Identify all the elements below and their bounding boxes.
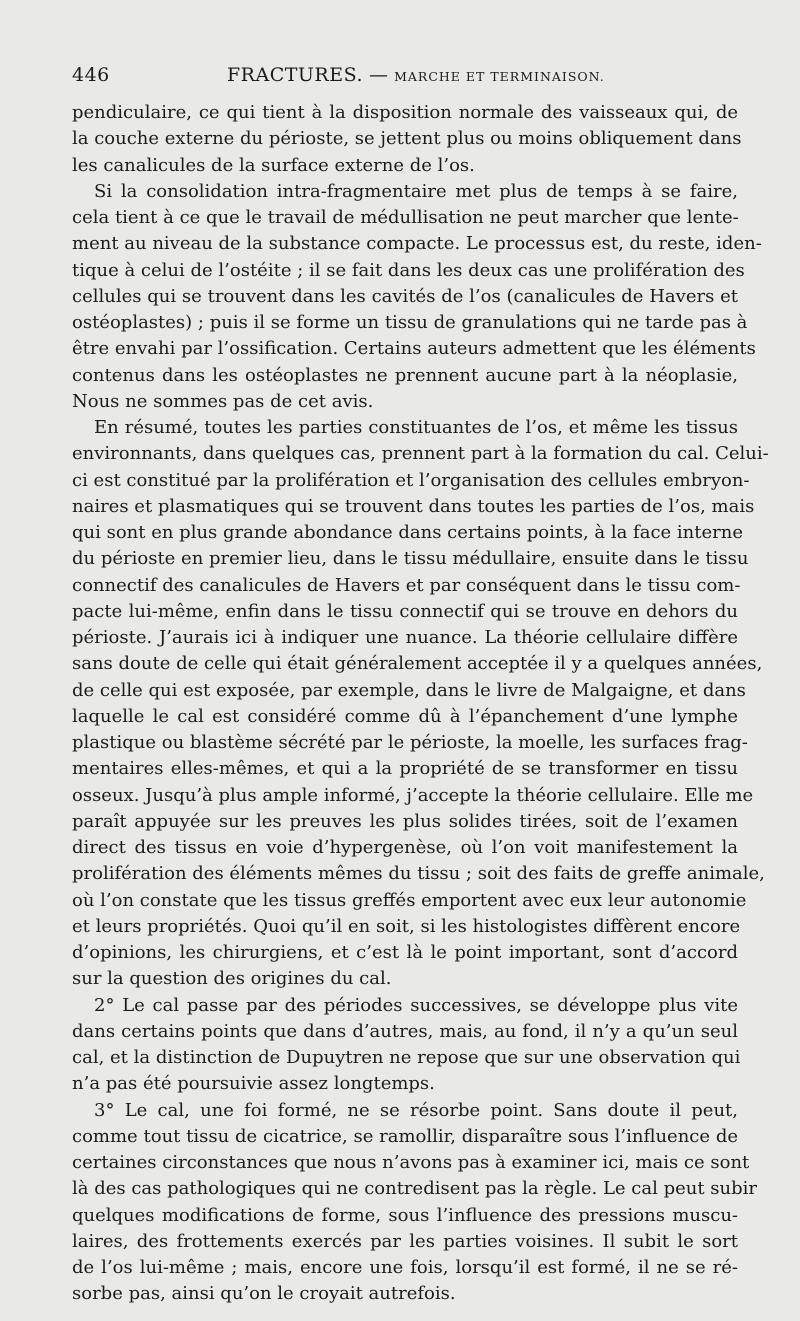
text-line: sorbe pas, ainsi qu’on le croyait autrefois. [72, 1283, 456, 1305]
text-line: de celle qui est exposée, par exemple, dans le livre de Malgaigne, et dans [72, 679, 746, 701]
text-line: Si la consolidation intra-fragmentaire met plus de temps à se faire, [94, 180, 738, 202]
text-line: les canalicules de la surface externe de l’os. [72, 154, 475, 176]
text-line: n’a pas été poursuivie assez longtemps. [72, 1073, 435, 1095]
text-line: de l’os lui-même ; mais, encore une fois, lorsqu’il est formé, il ne se ré- [72, 1257, 738, 1278]
text-line: cela tient à ce que le travail de médullisation ne peut marcher que lente- [72, 207, 739, 228]
text-line: direct des tissus en voie d’hypergenèse, où l’on voit manifestement la [72, 837, 738, 858]
text-line: ment au niveau de la substance compacte. Le processus est, du reste, iden- [72, 233, 762, 255]
text-line: ci est constitué par la prolifération et l’organisation des cellules embryon- [72, 469, 750, 491]
text-line: d’opinions, les chirurgiens, et c’est là le point important, sont d’accord [72, 942, 738, 963]
text-line: naires et plasmatiques qui se trouvent dans toutes les parties de l’os, mais [72, 495, 755, 517]
text-line: pendiculaire, ce qui tient à la disposition normale des vaisseaux qui, de [72, 102, 738, 123]
text-line: ostéoplastes) ; puis il se forme un tissu de granulations qui ne tarde pas à [72, 312, 748, 333]
text-line: certaines circonstances que nous n’avons pas à examiner ici, mais ce sont [72, 1152, 750, 1173]
text-line: être envahi par l’ossification. Certains auteurs admettent que les éléments [72, 338, 756, 360]
body-text [72, 100, 769, 1308]
text-line: qui sont en plus grande abondance dans certains points, à la face interne [72, 522, 743, 543]
running-head-dash: — [363, 64, 395, 86]
running-head-subtitle: MARCHE ET TERMINAISON. [394, 69, 605, 84]
text-line: là des cas pathologiques qui ne contredisent pas la règle. Le cal peut subir [72, 1178, 758, 1200]
text-line: osseux. Jusqu’à plus ample informé, j’accepte la théorie cellulaire. Elle me [72, 784, 754, 806]
text-line: sur la question des origines du cal. [72, 968, 392, 990]
text-line: Nous ne sommes pas de cet avis. [72, 390, 374, 412]
text-line: 2° Le cal passe par des périodes successives, se développe plus vite [94, 994, 738, 1016]
page-number: 446 [72, 64, 110, 86]
text-line: connectif des canalicules de Havers et par conséquent dans le tissu com- [72, 574, 741, 596]
text-line: laires, des frottements exercés par les parties voisines. Il subit le sort [72, 1230, 738, 1252]
text-line: cal, et la distinction de Dupuytren ne repose que sur une observation qui [72, 1047, 741, 1068]
text-line: et leurs propriétés. Quoi qu’il en soit, si les histologistes diffèrent encore [72, 915, 741, 937]
text-line: quelques modifications de forme, sous l’influence des pressions muscu- [72, 1204, 738, 1226]
text-line: où l’on constate que les tissus greffés emportent avec eux leur autonomie [72, 889, 747, 911]
page-header [72, 64, 784, 94]
running-head-title: FRACTURES. [227, 64, 363, 86]
text-line: paraît appuyée sur les preuves les plus solides tirées, soit de l’examen [72, 810, 738, 832]
text-line: mentaires elles-mêmes, et qui a la propriété de se transformer en tissu [72, 758, 738, 780]
text-line: 3° Le cal, une foi formé, ne se résorbe point. Sans doute il peut, [94, 1099, 738, 1121]
text-line: plastique ou blastème sécrété par le périoste, la moelle, les surfaces frag- [72, 732, 748, 753]
text-line: pacte lui-même, enfin dans le tissu connectif qui se trouve en dehors du [72, 600, 738, 622]
text-line: du périoste en premier lieu, dans le tissu médullaire, ensuite dans le tissu [72, 548, 749, 570]
text-line: environnants, dans quelques cas, prennent part à la formation du cal. Celui- [72, 443, 769, 465]
text-line: prolifération des éléments mêmes du tissu ; soit des faits de greffe animale, [72, 863, 765, 885]
text-line: dans certains points que dans d’autres, mais, au fond, il n’y a qu’un seul [72, 1020, 738, 1042]
text-line: En résumé, toutes les parties constituantes de l’os, et même les tissus [94, 417, 738, 438]
text-line: la couche externe du périoste, se jettent plus ou moins obliquement dans [72, 128, 742, 150]
text-line: périoste. J’aurais ici à indiquer une nuance. La théorie cellulaire diffère [72, 627, 738, 648]
text-line: laquelle le cal est considéré comme dû à l’épanchement d’une lymphe [72, 705, 738, 727]
text-line: tique à celui de l’ostéite ; il se fait dans les deux cas une prolifération des [72, 259, 745, 281]
text-line: comme tout tissu de cicatrice, se ramollir, disparaître sous l’influence de [72, 1125, 738, 1147]
text-line: contenus dans les ostéoplastes ne prennent aucune part à la néoplasie, [72, 364, 738, 386]
text-line: cellules qui se trouvent dans les cavités de l’os (canalicules de Havers et [72, 285, 738, 307]
text-line: sans doute de celle qui était généralement acceptée il y a quelques années, [72, 653, 763, 675]
running-head [227, 64, 605, 86]
